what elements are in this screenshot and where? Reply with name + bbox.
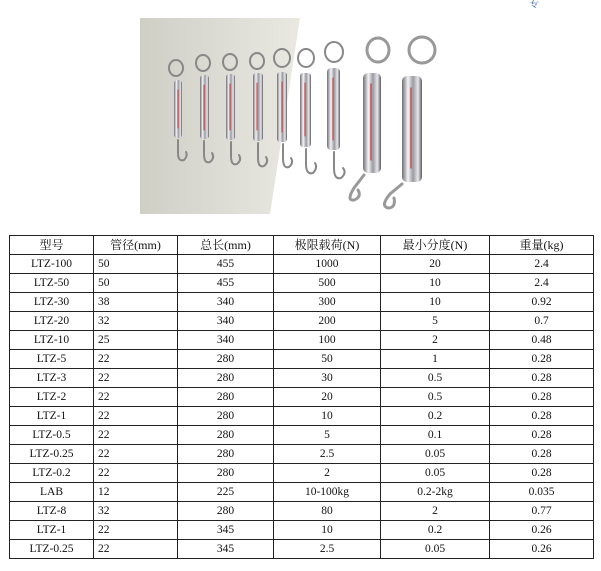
- table-cell: 2: [381, 331, 490, 350]
- table-cell: 80: [274, 502, 381, 521]
- table-cell: 0.035: [490, 483, 594, 502]
- table-cell: 22: [94, 540, 178, 559]
- table-cell: 22: [94, 407, 178, 426]
- table-cell: 10-100kg: [274, 483, 381, 502]
- table-cell: 2: [274, 464, 381, 483]
- table-cell: LTZ-3: [10, 369, 94, 388]
- table-cell: 1: [381, 350, 490, 369]
- column-header: 最小分度(N): [381, 236, 490, 255]
- table-row: [10, 331, 594, 350]
- table-cell: 2.4: [490, 255, 594, 274]
- column-header: 重量(kg): [490, 236, 594, 255]
- table-cell: 345: [178, 521, 274, 540]
- table-cell: 10: [274, 521, 381, 540]
- table-row: [10, 350, 594, 369]
- table-body: [10, 255, 594, 559]
- table-cell: 100: [274, 331, 381, 350]
- table-cell: 0.28: [490, 350, 594, 369]
- table-cell: 22: [94, 369, 178, 388]
- table-cell: 280: [178, 502, 274, 521]
- table-cell: 300: [274, 293, 381, 312]
- table-cell: LTZ-0.2: [10, 464, 94, 483]
- table-row: [10, 407, 594, 426]
- table-cell: 0.28: [490, 445, 594, 464]
- table-cell: 1000: [274, 255, 381, 274]
- table-cell: 280: [178, 369, 274, 388]
- backdrop-shape: [140, 18, 300, 214]
- table-cell: 280: [178, 445, 274, 464]
- table-cell: 38: [94, 293, 178, 312]
- specification-table: [9, 235, 594, 559]
- table-cell: 5: [381, 312, 490, 331]
- table-cell: 10: [381, 293, 490, 312]
- table-cell: LTZ-10: [10, 331, 94, 350]
- table-cell: 0.05: [381, 464, 490, 483]
- table-cell: 200: [274, 312, 381, 331]
- table-cell: 22: [94, 445, 178, 464]
- table-cell: 0.26: [490, 521, 594, 540]
- table-cell: 32: [94, 502, 178, 521]
- table-cell: LTZ-50: [10, 274, 94, 293]
- table-cell: 0.7: [490, 312, 594, 331]
- table-cell: 12: [94, 483, 178, 502]
- table-cell: 20: [381, 255, 490, 274]
- table-cell: 345: [178, 540, 274, 559]
- table-row: [10, 502, 594, 521]
- table-cell: 500: [274, 274, 381, 293]
- table-cell: 25: [94, 331, 178, 350]
- table-cell: 340: [178, 312, 274, 331]
- table-cell: LTZ-1: [10, 407, 94, 426]
- table-cell: 0.28: [490, 388, 594, 407]
- table-cell: 0.2-2kg: [381, 483, 490, 502]
- table-cell: 455: [178, 255, 274, 274]
- table-cell: 22: [94, 464, 178, 483]
- table-cell: 2.5: [274, 445, 381, 464]
- table-cell: 30: [274, 369, 381, 388]
- table-cell: 22: [94, 521, 178, 540]
- table-cell: 455: [178, 274, 274, 293]
- table-cell: LTZ-20: [10, 312, 94, 331]
- column-header: 极限载荷(N): [274, 236, 381, 255]
- table-cell: 22: [94, 426, 178, 445]
- table-cell: 280: [178, 350, 274, 369]
- table-cell: LTZ-8: [10, 502, 94, 521]
- table-cell: 0.5: [381, 369, 490, 388]
- table-row: [10, 445, 594, 464]
- column-header: 总长(mm): [178, 236, 274, 255]
- table-cell: LTZ-0.5: [10, 426, 94, 445]
- table-cell: 22: [94, 350, 178, 369]
- column-header: 管径(mm): [94, 236, 178, 255]
- table-cell: 0.28: [490, 464, 594, 483]
- table-cell: LTZ-30: [10, 293, 94, 312]
- table-row: [10, 274, 594, 293]
- table-cell: 0.5: [381, 388, 490, 407]
- table-cell: 0.05: [381, 445, 490, 464]
- table-cell: 5: [274, 426, 381, 445]
- table-row: [10, 388, 594, 407]
- table-cell: LTZ-5: [10, 350, 94, 369]
- corner-mark: 专: [529, 0, 539, 10]
- table-cell: 20: [274, 388, 381, 407]
- table-cell: LAB: [10, 483, 94, 502]
- table-row: [10, 464, 594, 483]
- spring-scales-image: [140, 18, 457, 214]
- table-cell: 0.28: [490, 407, 594, 426]
- table-cell: 50: [94, 274, 178, 293]
- spring-scale-product-photo: [140, 18, 457, 214]
- spring-scale-7: [325, 42, 345, 178]
- table-cell: 2: [381, 502, 490, 521]
- spring-scale-6: [298, 49, 316, 173]
- table-cell: 10: [274, 407, 381, 426]
- table-cell: 0.05: [381, 540, 490, 559]
- table-cell: 0.2: [381, 521, 490, 540]
- table-cell: 0.26: [490, 540, 594, 559]
- table-header-row: [10, 236, 594, 255]
- table-row: [10, 426, 594, 445]
- table-cell: 0.28: [490, 369, 594, 388]
- table-cell: LTZ-0.25: [10, 540, 94, 559]
- table-cell: LTZ-0.25: [10, 445, 94, 464]
- table-cell: LTZ-2: [10, 388, 94, 407]
- table-cell: LTZ-1: [10, 521, 94, 540]
- table-row: [10, 312, 594, 331]
- table-cell: 0.28: [490, 426, 594, 445]
- table-row: [10, 255, 594, 274]
- table-cell: 22: [94, 388, 178, 407]
- table-cell: 0.1: [381, 426, 490, 445]
- table-cell: 50: [274, 350, 381, 369]
- table-cell: 2.4: [490, 274, 594, 293]
- table-cell: 0.48: [490, 331, 594, 350]
- table-cell: 32: [94, 312, 178, 331]
- column-header: 型号: [10, 236, 94, 255]
- table-cell: 340: [178, 293, 274, 312]
- spring-scale-9: [384, 37, 435, 208]
- table-row: [10, 483, 594, 502]
- table-row: [10, 521, 594, 540]
- spring-scale-8: [350, 38, 389, 200]
- table-cell: 0.77: [490, 502, 594, 521]
- table-cell: 0.92: [490, 293, 594, 312]
- table-cell: 0.2: [381, 407, 490, 426]
- table-cell: 280: [178, 388, 274, 407]
- table-cell: 280: [178, 407, 274, 426]
- table-row: [10, 293, 594, 312]
- table-cell: 50: [94, 255, 178, 274]
- table-row: [10, 369, 594, 388]
- table-cell: 2.5: [274, 540, 381, 559]
- table-cell: 10: [381, 274, 490, 293]
- table-cell: 340: [178, 331, 274, 350]
- table-cell: LTZ-100: [10, 255, 94, 274]
- table-cell: 280: [178, 426, 274, 445]
- table-row: [10, 540, 594, 559]
- table-cell: 280: [178, 464, 274, 483]
- table-cell: 225: [178, 483, 274, 502]
